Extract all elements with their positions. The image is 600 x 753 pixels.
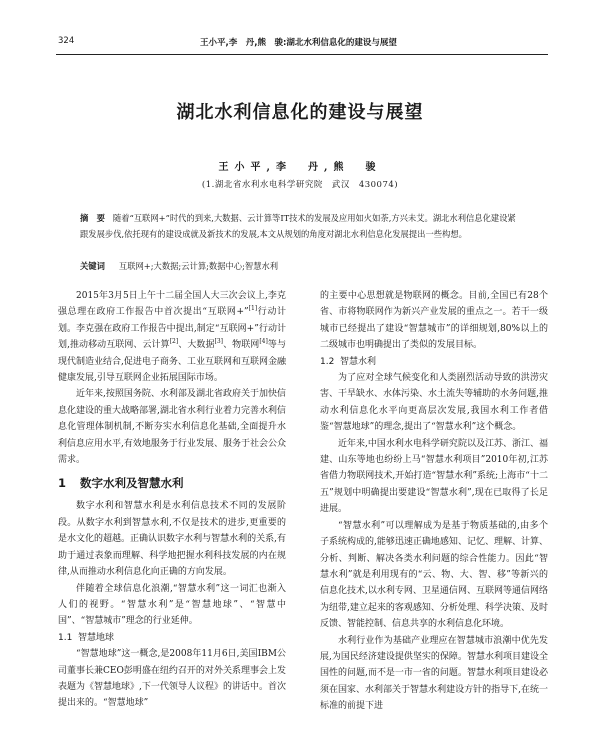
- paragraph: 为了应对全球气候变化和人类剧烈活动导致的洪涝灾害、干旱缺水、水体污染、水土流失等辅助的水务问题,推动水利信息化水平向更高层次发展,我国水利工作者借鉴“智慧地球”的理念,提出了“智慧水利”这个概念。: [320, 373, 548, 433]
- text-run: 等与现代制造业结合,促进电子商务、工业互联网和互联网金融健康发展,引导互联网企业拓展国际市场。: [58, 340, 286, 384]
- running-header-text: 王小平,李 丹,熊 骏:湖北水利信息化的建设与展望: [200, 38, 397, 48]
- text-run: 、物联网: [223, 340, 260, 351]
- author-list: 王小平,李 丹,熊 骏: [218, 162, 382, 173]
- left-column: [58, 288, 286, 712]
- paragraph: 伴随着全球信息化浪潮,“智慧水利”这一词汇也渐入人们的视野。“智慧水利”是“智慧地球”、“智慧中国”、“智慧城市”理念的行业延伸。: [58, 583, 286, 627]
- paragraph: “智慧地球”这一概念,是2008年11月6日,美国IBM公司董事长兼CEO彭明盛在纽约召开的对外关系理事会上发表题为《智慧地球》,下一代领导人议程》的讲话中。首次提出来的。“智慧地球”: [58, 649, 286, 709]
- keywords-label: 关键词: [80, 261, 105, 271]
- subsection-heading: [320, 354, 548, 370]
- text-run: 、大数据: [178, 340, 215, 351]
- paragraph: 的主要中心思想就是物联网的概念。目前,全国已有28个省、市将物联网作为新兴产业发展的重点之一。若干一级城市已经提出了建设“智慧城市”的详细规划,80%以上的二级城市也明确提出了类似的发展目标。: [320, 291, 548, 351]
- paragraph: [58, 288, 286, 386]
- citation: [2]: [169, 338, 179, 346]
- citation: [1]: [248, 305, 258, 313]
- subsection-number: 1.2: [320, 356, 335, 367]
- paragraph: 数字水利和智慧水利是水利信息技术不同的发展阶段。从数字水利到智慧水利,不仅是技术的进步,更重要的是水文化的超越。正确认识数字水利与智慧水利的关系,有助于通过表象而理解、科学地把握水利科技发展的内在规律,从而推动水利信息化向正确的方向发展。: [58, 501, 286, 578]
- abstract-label: 摘 要: [80, 213, 105, 223]
- keywords: [80, 258, 520, 274]
- paper-title: 湖北水利信息化的建设与展望: [176, 102, 424, 123]
- text-run: 2015年3月5日上午十二届全国人大三次会议上,李克强总理在政府工作报告中首次提出“互联网+”: [58, 291, 286, 318]
- abstract-text: 随着“互联网+”时代的到来,大数据、云计算等IT技术的发展及应用如火如荼,方兴未艾。湖北水利信息化建设紧跟发展步伐,依托现有的建设成就及新技术的发展,本文从规划的角度对湖北水利信息化发展提出一些构想。: [80, 213, 516, 239]
- citation: [4]: [259, 338, 268, 346]
- right-column: [320, 288, 548, 715]
- abstract: [80, 210, 520, 242]
- section-heading: [58, 468, 286, 498]
- citation: [3]: [214, 338, 224, 346]
- header-rule: [56, 54, 548, 55]
- paragraph: 近年来,按照国务院、水利部及湖北省政府关于加快信息化建设的重大战略部署,湖北省水利行业着力完善水利信息化管理体制机制,不断夯实水利信息化基础,全面提升水利信息应用水平,有效地服务于行业发展、服务于社会公众需求。: [58, 389, 286, 466]
- paragraph: 水利行业作为基础产业理应在智慧城市浪潮中优先发展,为国民经济建设提供坚实的保障。智慧水利项目建设全国性的问题,而不是一市一省的问题。智慧水利项目建设必须在国家、水利部关于智慧水利建设方针的指导下,在统一标准的前提下进: [320, 635, 548, 712]
- subsection-number: 1.1: [58, 632, 73, 643]
- section-number: 1: [58, 476, 67, 491]
- keywords-text: 互联网+;大数据;云计算;数据中心;智慧水利: [118, 261, 279, 271]
- section-title: 数字水利及智慧水利: [80, 476, 184, 491]
- paragraph: “智慧水利”可以理解成为是基于物质基础的,由多个子系统构成的,能够迅速正确地感知、记忆、理解、计算、分析、判断、解决各类水利问题的综合性能力。因此“智慧水利”就是利用现有的“云、物、大、智、移”等新兴的信息化技术,以水利专网、卫星通信网、互联网等通信网络为纽带,建立起来的客观感知、分析处理、科学决策、及时反馈、智能控制、信息共享的水利信息化环境。: [320, 520, 548, 630]
- running-header: [0, 36, 600, 50]
- paragraph: 近年来,中国水利水电科学研究院以及江苏、浙江、福建、山东等地也纷纷上马“智慧水利项目”2010年初,江苏省借力物联网技术,开始打造“智慧水利”系统;上海市“十二五”规划中明确提出要建设“智慧水利”,现在已取得了长足进展。: [320, 438, 548, 515]
- subsection-title: 智慧水利: [340, 356, 377, 367]
- page-number: 324: [58, 36, 75, 46]
- subsection-title: 智慧地球: [78, 632, 115, 643]
- subsection-heading: [58, 630, 286, 646]
- text-run: 行动计划。李克强在政府工作报告中提出,制定“互联网+”行动计划,推动移动互联网、云计算: [58, 307, 286, 351]
- author-affiliation: (1.湖北省水利水电科学研究院 武汉 430074): [201, 180, 399, 190]
